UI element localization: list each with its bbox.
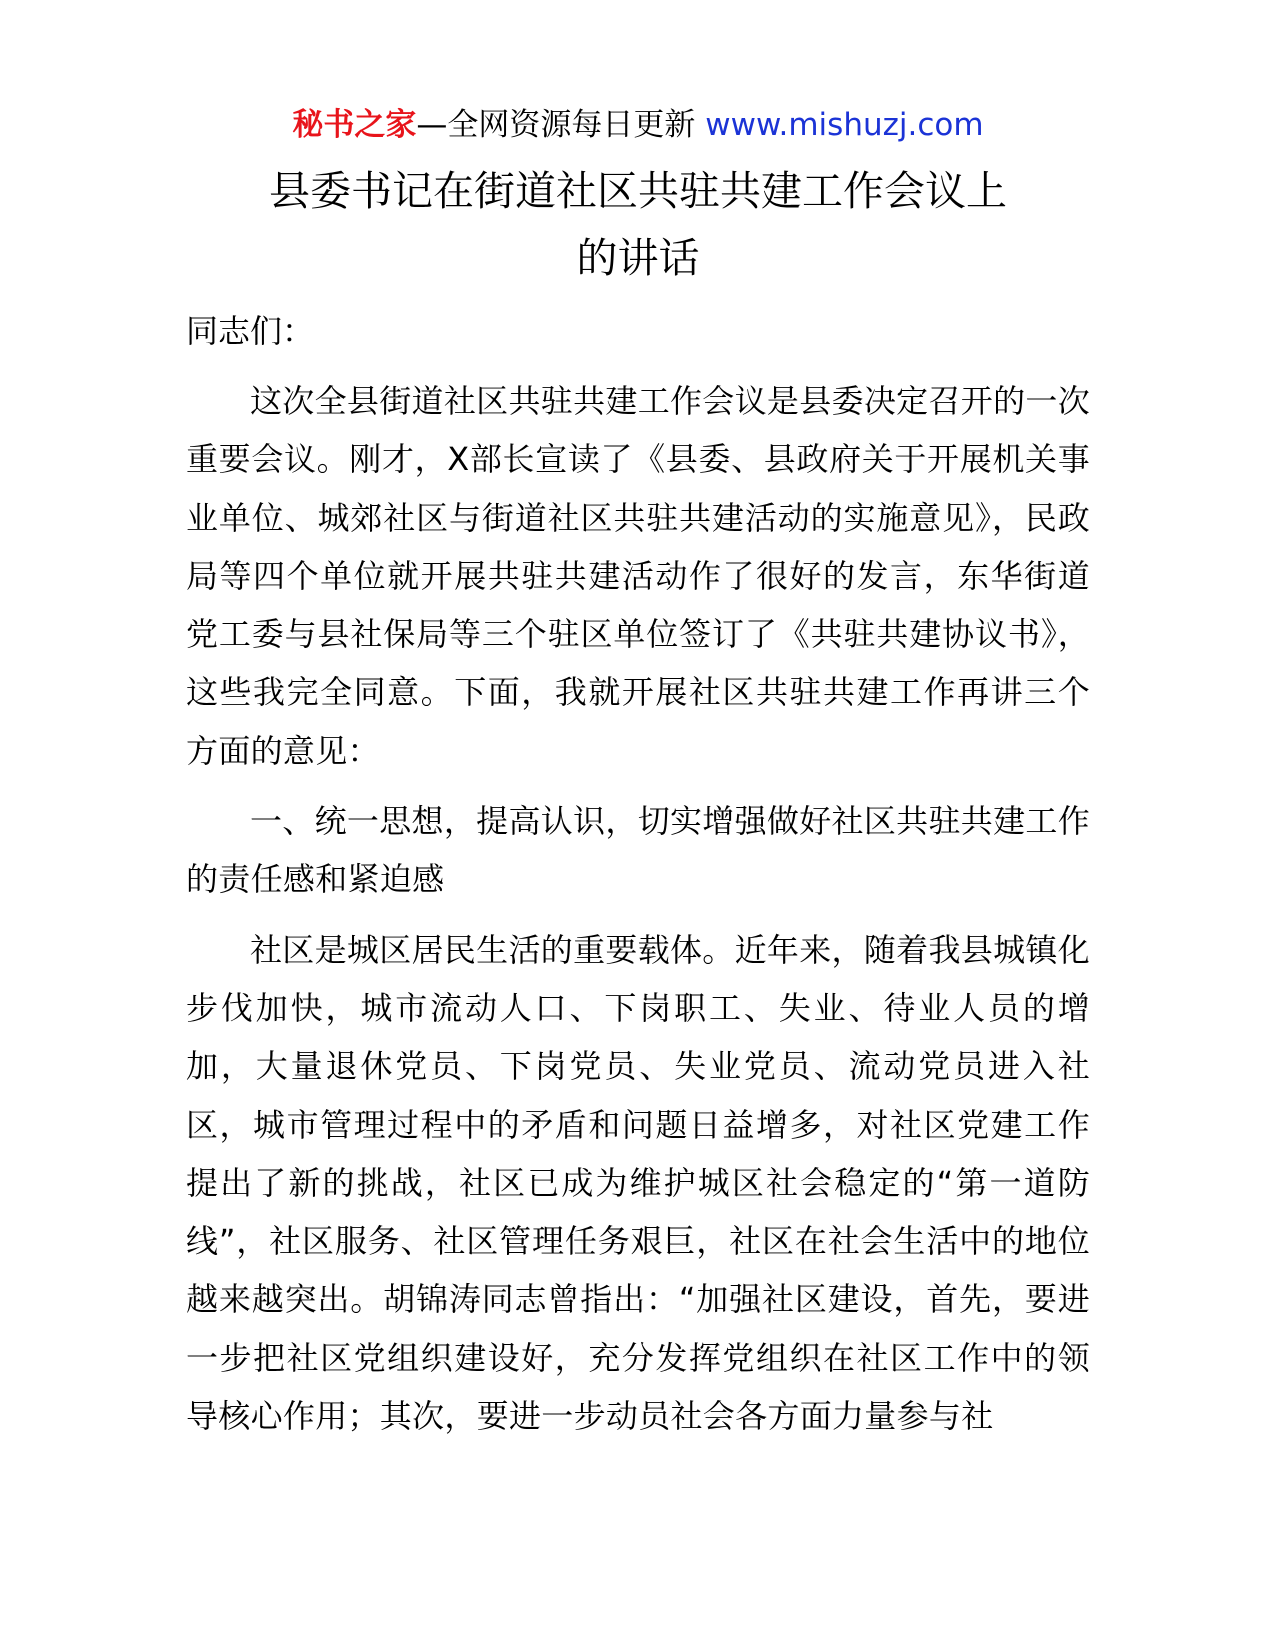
section-heading-1: 一、统一思想，提高认识，切实增强做好社区共驻共建工作的责任感和紧迫感 [186,802,1090,899]
document-page [186,92,1090,1457]
title-line-2: 的讲话 [576,234,700,282]
header-tagline: —全网资源每日更新 [416,107,696,143]
title-line-1: 县委书记在街道社区共驻共建工作会议上 [269,167,1007,215]
salutation: 同志们： [186,312,315,350]
paragraph-body: 社区是城区居民生活的重要载体。近年来，随着我县城镇化步伐加快，城市流动人口、下岗职工、失业、待业人员的增加，大量退休党员、下岗党员、失业党员、流动党员进入社区，城市管理过程中的矛盾和问题日益增多，对社区党建工作提出了新的挑战，社区已成为维护城区社会稳定的“第一道防线”，社区服务、社区管理任务艰巨，社区在社会生活中的地位越来越突出。胡锦涛同志曾指出：“加强社区建设，首先，要进一步把社区党组织建设好，充分发挥党组织在社区工作中的领导核心作用；其次，要进一步动员社会各方面力量参与社 [186,930,1090,1436]
site-header [186,92,1090,158]
paragraph-intro: 这次全县街道社区共驻共建工作会议是县委决定召开的一次重要会议。刚才，X部长宣读了《县委、县政府关于开展机关事业单位、城郊社区与街道社区共驻共建活动的实施意见》，民政局等四个单位就开展共驻共建活动作了很好的发言，东华街道党工委与县社保局等三个驻区单位签订了《共驻共建协议书》，这些我完全同意。下面，我就开展社区共驻共建工作再讲三个方面的意见： [186,382,1090,770]
document-title [186,158,1090,292]
brand-name: 秘书之家 [292,107,417,143]
site-url-link[interactable]: www.mishuzj.com [705,107,984,143]
